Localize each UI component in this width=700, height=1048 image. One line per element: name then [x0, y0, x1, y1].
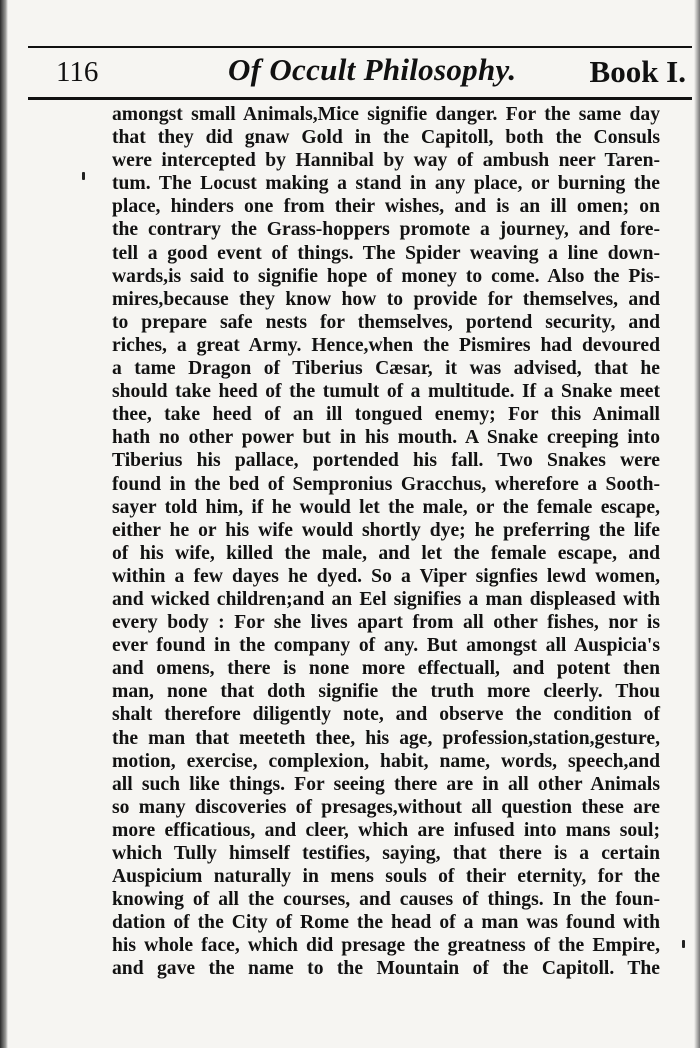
text-line: his whole face, which did presage the greatness of the Empire,	[112, 935, 660, 957]
text-line: were intercepted by Hannibal by way of ambush neer Taren-	[112, 150, 660, 172]
text-line: should take heed of the tumult of a multitude. If a Snake meet	[112, 381, 660, 403]
text-line: mires,because they know how to provide for themselves, and	[112, 288, 660, 310]
text-line: Tiberius his pallace, portended his fall. Two Snakes were	[112, 450, 660, 472]
text-line: found in the bed of Sempronius Gracchus, wherefore a Sooth-	[112, 473, 660, 495]
text-line: more efficatious, and cleer, which are infused into mans soul;	[112, 819, 660, 841]
text-line: dation of the City of Rome the head of a man was found with	[112, 912, 660, 934]
text-line: man, none that doth signifie the truth more cleerly. Thou	[112, 681, 660, 703]
text-line: that they did gnaw Gold in the Capitoll, both the Consuls	[112, 127, 660, 149]
page-right-shadow	[694, 0, 700, 1048]
print-speck	[682, 940, 685, 948]
text-line: wards,is said to signifie hope of money to come. Also the Pis-	[112, 265, 660, 287]
text-line: the contrary the Grass-hoppers promote a journey, and fore-	[112, 219, 660, 241]
text-line: riches, a great Army. Hence,when the Pismires had devoured	[112, 334, 660, 356]
text-line: either he or his wife would shortly dye; he preferring the life	[112, 519, 660, 541]
print-speck	[82, 172, 85, 180]
running-header	[28, 50, 692, 94]
text-line: knowing of all the courses, and causes of things. In the foun-	[112, 889, 660, 911]
header-bottom-rule	[28, 97, 692, 100]
book-label: Book I.	[589, 54, 686, 89]
text-line: and gave the name to the Mountain of the Capitoll. The	[112, 958, 660, 980]
text-line: a tame Dragon of Tiberius Cæsar, it was advised, that he	[112, 358, 660, 380]
text-line: motion, exercise, complexion, habit, name, words, speech,and	[112, 750, 660, 772]
header-top-rule	[28, 46, 692, 48]
text-line: place, hinders one from their wishes, and is an ill omen; on	[112, 196, 660, 218]
text-line: ever found in the company of any. But amongst all Auspicia's	[112, 635, 660, 657]
text-line: tell a good event of things. The Spider weaving a line down-	[112, 242, 660, 264]
text-line: which Tully himself testifies, saying, that there is a certain	[112, 843, 660, 864]
running-title: Of Occult Philosophy.	[228, 52, 517, 87]
text-line: of his wife, killed the male, and let the female escape, and	[112, 542, 660, 564]
text-line: the man that meeteth thee, his age, profession,station,gesture,	[112, 727, 660, 749]
text-line: amongst small Animals,Mice signifie danger. For the same day	[112, 104, 660, 125]
page-left-shadow	[0, 0, 8, 1048]
text-line: thee, take heed of an ill tongued enemy; For this Animall	[112, 404, 660, 426]
text-line: and omens, there is none more effectuall, and potent then	[112, 658, 660, 680]
text-line: tum. The Locust making a stand in any place, or burning the	[112, 173, 660, 195]
text-line: sayer told him, if he would let the male, or the female escape,	[112, 496, 660, 518]
page-number: 116	[56, 56, 99, 88]
text-line: all such like things. For seeing there are in all other Animals	[112, 773, 660, 795]
text-line: so many discoveries of presages,without all question these are	[112, 796, 660, 818]
text-line: Auspicium naturally in mens souls of their eternity, for the	[112, 866, 660, 888]
text-line: hath no other power but in his mouth. A Snake creeping into	[112, 427, 660, 449]
text-line: and wicked children;and an Eel signifies a man displeased with	[112, 588, 660, 610]
text-line: within a few dayes he dyed. So a Viper signfies lewd women,	[112, 565, 660, 587]
body-text	[112, 103, 660, 981]
text-line: every body : For she lives apart from all other fishes, nor is	[112, 612, 660, 634]
text-line: to prepare safe nests for themselves, portend security, and	[112, 311, 660, 333]
text-line: shalt therefore diligently note, and observe the condition of	[112, 704, 660, 726]
